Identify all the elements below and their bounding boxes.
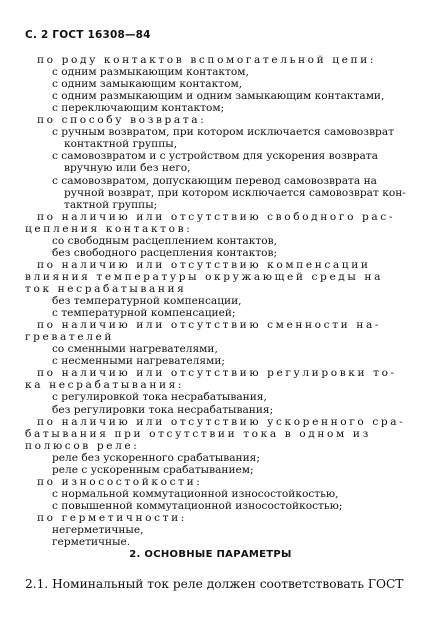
text-line: полюсов реле:: [25, 439, 140, 452]
text-line: с самовозвратом и с устройством для ускорения возврата: [52, 150, 378, 163]
section-title: 2. ОСНОВНЫЕ ПАРАМЕТРЫ: [129, 549, 292, 560]
text-line: по способу возврата:: [37, 114, 207, 127]
text-line: без температурной компенсации,: [52, 295, 242, 307]
text-line: с несменными нагревателями;: [52, 355, 225, 368]
text-line: контактной группы,: [64, 138, 178, 151]
text-line: по износостойкости:: [37, 475, 203, 488]
text-line: с ручным возвратом, при котором исключается самовозврат: [52, 126, 395, 139]
text-line: со свободным расцеплением контактов,: [52, 234, 277, 247]
text-line: гревателей: [25, 331, 115, 344]
paragraph-text: 2.1. Номинальный ток реле должен соответствовать ГОСТ: [25, 577, 404, 591]
text-line: негерметичные,: [52, 524, 144, 536]
text-line: без регулировки тока несрабатывания;: [52, 403, 274, 416]
text-line: с нормальной коммутационной износостойкостью,: [52, 487, 339, 500]
text-line: со сменными нагревателями,: [52, 343, 218, 356]
text-line: ручной возврат, при котором исключается самовозврат кон-: [64, 186, 406, 199]
text-line: по наличию или отсутствию свободного рас-: [37, 210, 396, 223]
text-line: по наличию или отсутствию компенсации: [37, 258, 371, 271]
text-line: с одним размыкающим и одним замыкающим контактами,: [52, 90, 385, 103]
text-line: с переключающим контактом;: [52, 102, 225, 115]
text-line: по герметичности:: [37, 511, 187, 524]
text-line: реле без ускоренного срабатывания;: [52, 451, 260, 464]
text-line: тактной группы;: [64, 198, 158, 211]
text-line: по наличию или отсутствию регулировки то-: [37, 367, 397, 380]
text-line: цепления контактов:: [25, 222, 193, 235]
text-line: с температурной компенсацией;: [52, 307, 236, 320]
text-line: с одним размыкающим контактом,: [52, 66, 249, 78]
text-line: по наличию или отсутствию ускоренного сра-: [37, 415, 406, 428]
text-line: по наличию или отсутствию сменности на-: [37, 319, 382, 332]
text-line: реле с ускоренным срабатыванием;: [52, 463, 254, 476]
page-header: С. 2 ГОСТ 16308—84: [25, 29, 151, 41]
text-line: ка несрабатывания:: [25, 379, 185, 392]
text-line: герметичные.: [52, 536, 131, 548]
text-line: по роду контактов вспомогательной цепи:: [37, 54, 377, 66]
text-line: с регулировкой тока несрабатывания,: [52, 391, 267, 404]
text-line: с повышенной коммутационной износостойкостью;: [52, 499, 343, 512]
text-line: вручную или без него,: [64, 162, 191, 175]
text-line: с самовозвратом, допускающим перевод самовозврата на: [52, 174, 377, 187]
text-line: батывания при отсутствии тока в одном из: [25, 427, 371, 440]
text-line: с одним замыкающим контактом,: [52, 78, 243, 91]
text-line: без свободного расцепления контактов;: [52, 246, 278, 259]
text-line: ток несрабатывания: [25, 283, 187, 295]
text-line: влияния температуры окружающей среды на: [25, 270, 384, 283]
